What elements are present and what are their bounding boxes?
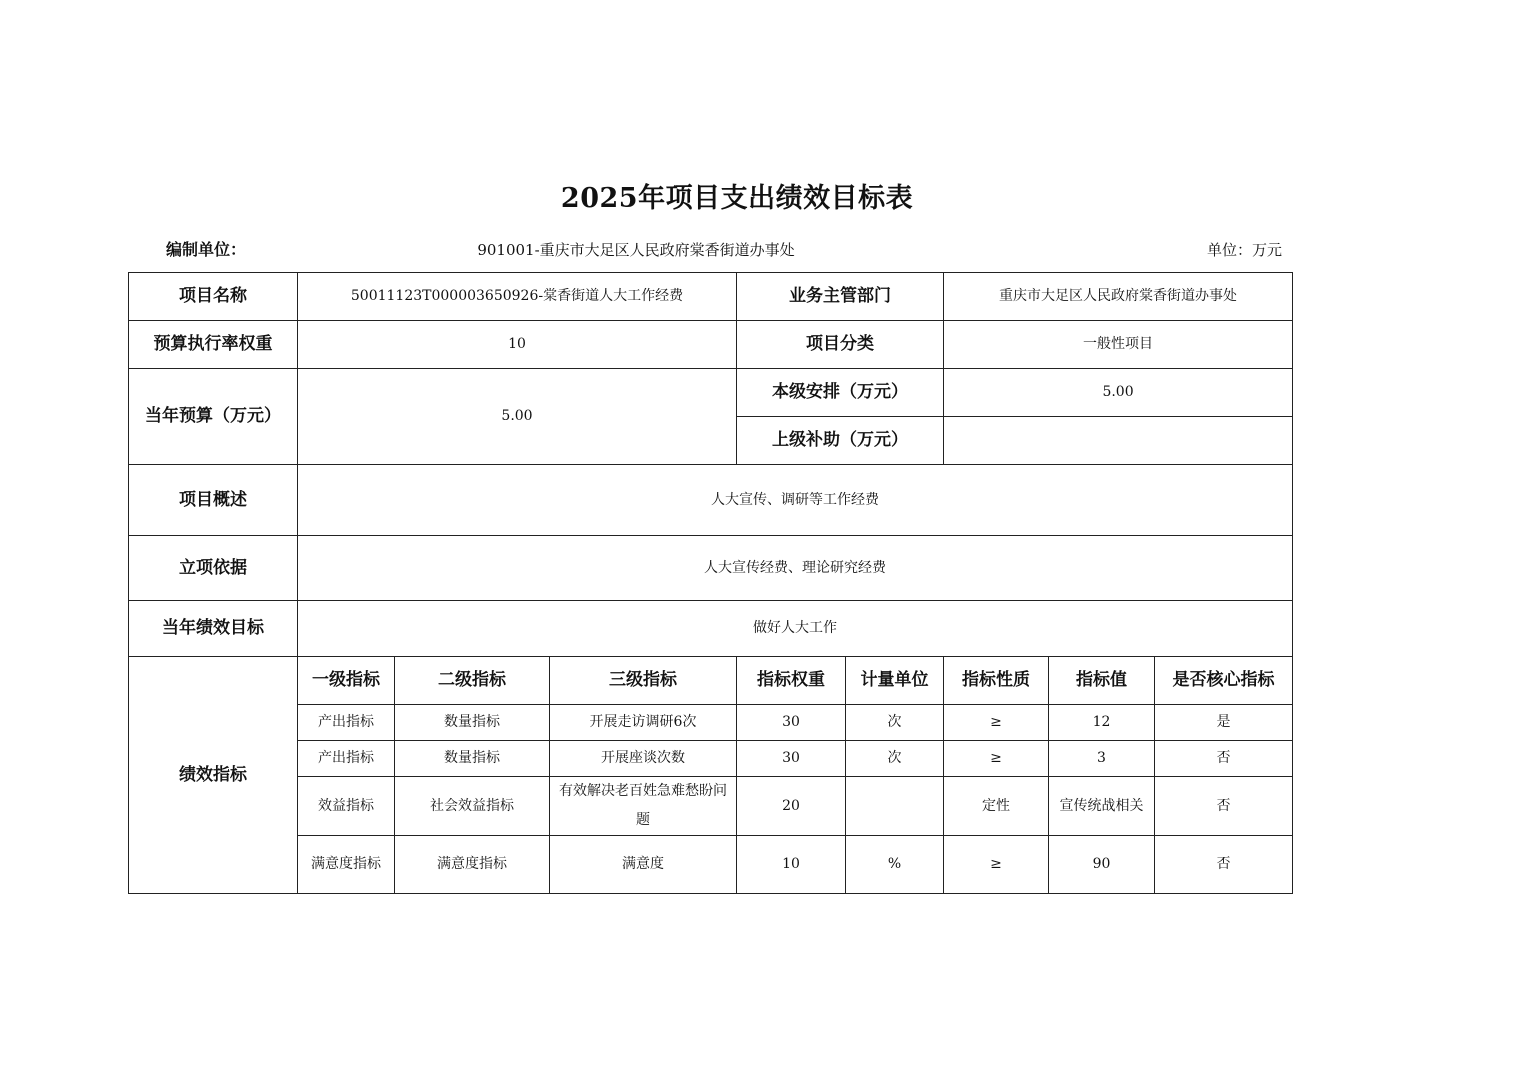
exec-weight-value: 10 [298, 321, 737, 369]
budget-value: 5.00 [298, 369, 737, 465]
indicator-header: 指标值 [1049, 657, 1155, 705]
indicator-cell: 宣传统战相关 [1049, 777, 1155, 836]
project-name-label: 项目名称 [129, 273, 298, 321]
indicator-row [129, 777, 1293, 836]
goal-label: 当年绩效目标 [129, 601, 298, 657]
indicator-cell: 满意度 [550, 836, 737, 894]
indicator-cell: 数量指标 [395, 741, 550, 777]
summary-value: 人大宣传、调研等工作经费 [298, 465, 1293, 536]
indicator-header: 是否核心指标 [1155, 657, 1293, 705]
table-row [129, 321, 1293, 369]
table-row [129, 273, 1293, 321]
indicator-header: 二级指标 [395, 657, 550, 705]
indicator-cell: 有效解决老百姓急难愁盼问题 [550, 777, 737, 836]
indicator-cell: 定性 [944, 777, 1049, 836]
org-value: 901001-重庆市大足区人民政府棠香街道办事处 [477, 241, 795, 259]
indicator-header-row [129, 657, 1293, 705]
indicator-cell: 是 [1155, 705, 1293, 741]
indicator-row [129, 705, 1293, 741]
indicator-cell: 产出指标 [298, 741, 395, 777]
indicator-cell: 数量指标 [395, 705, 550, 741]
indicator-cell: ≥ [944, 705, 1049, 741]
indicator-cell: 否 [1155, 741, 1293, 777]
indicator-row [129, 741, 1293, 777]
dept-label: 业务主管部门 [737, 273, 944, 321]
table-row [129, 369, 1293, 417]
indicator-cell: 满意度指标 [298, 836, 395, 894]
category-value: 一般性项目 [944, 321, 1293, 369]
indicator-cell: 开展座谈次数 [550, 741, 737, 777]
project-name-value: 50011123T000003650926-棠香街道人大工作经费 [298, 273, 737, 321]
local-value: 5.00 [944, 369, 1293, 417]
table-row [129, 536, 1293, 601]
indicator-cell: 3 [1049, 741, 1155, 777]
indicator-cell: 90 [1049, 836, 1155, 894]
summary-label: 项目概述 [129, 465, 298, 536]
indicator-cell: ≥ [944, 741, 1049, 777]
indicator-cell: 否 [1155, 777, 1293, 836]
indicator-cell: 效益指标 [298, 777, 395, 836]
org-label: 编制单位： [166, 240, 247, 259]
dept-value: 重庆市大足区人民政府棠香街道办事处 [944, 273, 1293, 321]
indicator-cell: 30 [737, 741, 846, 777]
indicators-label: 绩效指标 [129, 657, 298, 894]
page-title: 2025年项目支出绩效目标表 [560, 183, 914, 214]
indicator-cell: 30 [737, 705, 846, 741]
indicator-cell [846, 777, 944, 836]
indicator-cell: 20 [737, 777, 846, 836]
performance-table [128, 272, 1293, 894]
indicator-cell: 否 [1155, 836, 1293, 894]
table-row [129, 465, 1293, 536]
indicator-header: 指标性质 [944, 657, 1049, 705]
basis-label: 立项依据 [129, 536, 298, 601]
indicator-cell: 开展走访调研6次 [550, 705, 737, 741]
indicator-cell: 满意度指标 [395, 836, 550, 894]
local-label: 本级安排（万元） [737, 369, 944, 417]
indicator-row [129, 836, 1293, 894]
unit-label: 单位：万元 [1206, 241, 1282, 259]
basis-value: 人大宣传经费、理论研究经费 [298, 536, 1293, 601]
exec-weight-label: 预算执行率权重 [129, 321, 298, 369]
goal-value: 做好人大工作 [298, 601, 1293, 657]
indicator-header: 三级指标 [550, 657, 737, 705]
indicator-cell: 10 [737, 836, 846, 894]
subsidy-label: 上级补助（万元） [737, 417, 944, 465]
indicator-header: 计量单位 [846, 657, 944, 705]
indicator-cell: 产出指标 [298, 705, 395, 741]
indicator-cell: 12 [1049, 705, 1155, 741]
indicator-cell: 次 [846, 741, 944, 777]
indicator-cell: 次 [846, 705, 944, 741]
indicator-header: 指标权重 [737, 657, 846, 705]
category-label: 项目分类 [737, 321, 944, 369]
indicator-cell: ≥ [944, 836, 1049, 894]
indicator-header: 一级指标 [298, 657, 395, 705]
indicator-cell: 社会效益指标 [395, 777, 550, 836]
budget-label: 当年预算（万元） [129, 369, 298, 465]
indicator-cell: % [846, 836, 944, 894]
subsidy-value [944, 417, 1293, 465]
table-row [129, 601, 1293, 657]
